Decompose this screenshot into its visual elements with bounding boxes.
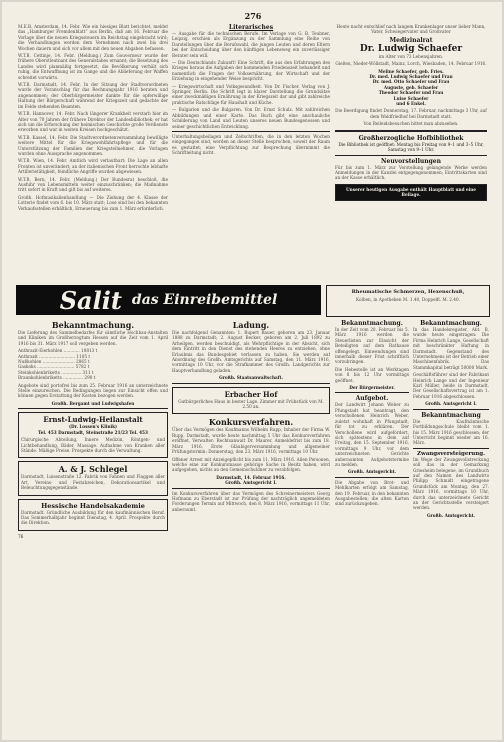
- newspaper-page: [2, 2, 502, 740]
- bankruptcy-text: Über das Vermögen des Kaufmanns Wilhelm Rupp, Inhaber der Firma W. Rupp, Darmstadt, wurde heute nachmittag 5 Uhr das Konkursverfahren eröffnet. Verwalter: Rechtsanwalt Dr. Maurer. Anmeldefrist bis zum 18. März 1916. Erste Gläubigerversammlung und allgemeiner Prüfungstermin: Donnerstag, den 23. März 1916, vormittags 10 Uhr.: [172, 427, 330, 455]
- ad-box: [335, 184, 487, 201]
- lower-rightmid-column: [335, 320, 409, 730]
- deceased-name: Dr. Ludwig Schaefer: [359, 43, 463, 54]
- ad-text: (Dr. Lossen's Klinik) Tel. 453 Darmstadt, Steinstraße 21/23 Tel. 453: [38, 424, 148, 435]
- ad-heading: Ernst-Ludwig-Heilanstalt: [43, 415, 143, 425]
- announcement-heading: Bekanntmachung.: [51, 320, 135, 330]
- literature-item: — Bulgarien und die Bulgaren. Von Dr. Ernst Schulz. Mit zahlreichen Abbildungen und einer Karte. Das Buch gibt eine anschauliche Schilderung von Land und Leuten unseres neuen Bundesgenossen und seiner geschichtlichen Entwicklung.: [172, 107, 330, 129]
- news-item: W.T.B. Hannover, 14. Febr. Nach längerer Krankheit verstarb hier im Alter von 70 Jahren der frühere Direktor der Landesbibliothek; er hat sich um die Erforschung der heimischen Geschichte große Verdienste erworben und war in weiten Kreisen hochgeschätzt.: [18, 111, 168, 133]
- bankruptcy-text: Im Konkursverfahren über das Vermögen des Schreinermeisters Georg Hofmann zu Eberstadt ist zur Prüfung der nachträglich angemeldeten Forderungen Termin auf Mittwoch, den 8. März 1916, vormittags 11 Uhr, anberaumt.: [172, 490, 330, 512]
- summons-heading: Ladung.: [232, 320, 270, 330]
- notice-text: Für bis zum 1. März zur Vorstellung gelangende Werke werden Anmeldungen in der Kanzlei entgegengenommen; Eintrittskarten sind an der Kasse erhältlich.: [335, 164, 487, 181]
- right-notice-column: [335, 24, 487, 282]
- salit-banner: [16, 285, 321, 315]
- literature-item: — Kriegswirtschaft und Volksgesundheit. Von Dr. Fischer. Verlag von J. Springer, Berlin. Die Schrift legt in klarer Darstellung die Grundsätze einer zweckmäßigen Ernährung in der Kriegszeit dar und gibt zahlreiche praktische Ratschläge für Haushalt und Küche.: [172, 83, 330, 105]
- auction-heading: Zwangsversteigerung.: [416, 450, 486, 457]
- bankruptcy-heading: Konkursverfahren.: [208, 417, 294, 428]
- lower-left-column: [18, 320, 168, 730]
- summons-text: Großh. Staatsanwaltschaft.: [219, 375, 283, 381]
- notice-text: im Alter von 73 Lebensjahren.: [378, 53, 444, 59]
- auction-text: Großh. Amtsgericht.: [426, 512, 476, 518]
- notice-text: Unserer heutigen Ausgabe enthält Hauptblatt und eine Beilage.: [346, 186, 476, 198]
- theater-heading: Großherzogliche Hofbibliothek: [358, 134, 464, 142]
- announcement-text: Großh. Amtsgericht I.: [425, 401, 477, 407]
- news-item: W.T.B. Bern, 14. Febr. (Meldung.) Der Bundesrat beschloß, die Ausfuhr von Lebensmitteln weiter einzuschränken; die Maßnahme tritt sofort in Kraft und gilt bis auf weiteres.: [18, 176, 168, 193]
- announcement-text: In der Zeit vom 20. Februar bis 5. März 1916 werden die Steuerlisten zur Einsicht der Beteiligten auf dem Rathause offengelegt. Einwendungen sind innerhalb dieser Frist schriftlich vorzubringen.: [335, 327, 409, 365]
- announcement-heading: Bekanntmachung: [421, 411, 481, 419]
- announcement-text: Der Bürgermeister.: [349, 385, 395, 391]
- notice-text: Die Bibliothek ist geöffnet: Montag bis Freitag von 9–1 und 3–5 Uhr, Samstag von 9–1 Uhr.: [338, 141, 484, 153]
- notice-text: Die Beerdigung findet Donnerstag, 17. Februar, nachmittags 3 Uhr, auf dem Waldfriedhof bei Darmstadt statt.: [335, 108, 487, 119]
- ad-heading: A. & J. Schlegel: [58, 464, 128, 475]
- announcement-text: Anthrazit-Eierkohlen ............ 10813 t Anthrazit ........................... 1105 t Nußkohlen ........................ 2865 t Gaskoks ............................ 5782 t Steinkohlenbriketts ............... 311 t Braunkohlenbriketts ............... 290 t: [18, 348, 98, 381]
- announcement-text: Die Abgabe von Brot- und Mehlkarten erfolgt am Samstag, den 19. Februar, in den bekannten Ausgabestellen; die alten Karten sind zurückzugeben.: [335, 479, 409, 507]
- notice-text: Gießen, Nieder-Wöllstadt, Mainz, Lorch, Wiesbaden, 14. Februar 1916.: [335, 61, 487, 67]
- announcement-text: Geschäftsführer sind der Fabrikant Heinrich Lange und der Ingenieur Karl Müller, beide in Darmstadt. Der Gesellschaftsvertrag ist am 1. Februar 1916 abgeschlossen.: [413, 372, 489, 399]
- news-column-left: [18, 24, 168, 282]
- news-item: W.T.B. Wien, 14. Febr. Amtlich wird verlautbart: Die Lage an allen Fronten ist unverändert; an der italienischen Front herrschte lebhafte Artillerietätigkeit, feindliche Angriffe wurden abgewiesen.: [18, 158, 168, 175]
- footer-number: 76: [18, 533, 24, 539]
- aufgebot-text: Großh. Amtsgericht.: [347, 469, 397, 475]
- literature-column: [172, 24, 330, 282]
- lower-middle-column: [172, 320, 330, 730]
- announcement-heading: Bekanntmachung.: [420, 320, 482, 327]
- aufgebot-text: Der Landwirt Johann Weber zu Pfungstadt hat beantragt, den verschollenen Heinrich Weber, zuletzt wohnhaft in Pfungstadt, für tot zu erklären. Der Verschollene wird aufgefordert, sich spätestens in dem auf Freitag, den 15. September 1916, vormittags 9 Uhr, vor dem unterzeichneten Gerichte anberaumten Aufgebotstermine zu melden.: [335, 402, 409, 467]
- schlegel-ad: [18, 461, 168, 495]
- announcement-text: Die Hebestelle ist an Werktagen von 8 bis 12 Uhr vormittags geöffnet.: [335, 366, 409, 383]
- summons-text: Die nachfolgend Genannten: 1. Rupert Bauer, geboren am 23. Januar 1888 zu Darmstadt; 2. August Becker, geboren am 2. Juli 1892 zu Arheilgen, werden beschuldigt, als Wehrpflichtige in der Absicht, sich dem Eintritt in den Dienst des stehenden Heeres zu entziehen, ohne Erlaubnis das Bundesgebiet verlassen zu haben. Sie werden auf Anordnung des Großh. Amtsgerichts auf Samstag, den 11. März 1916, vormittags 10 Uhr, vor die Strafkammer des Großh. Landgerichts zur Hauptverhandlung geladen.: [172, 330, 330, 373]
- ad-text: Darmstadt. Gründliche Ausbildung für den kaufmännischen Beruf. Das Sommerhalbjahr beginnt Dienstag, 4. April. Prospekte durch die Direktion.: [21, 509, 165, 526]
- literature-heading: Literarisches: [228, 24, 274, 31]
- literature-item: — Die Deutschlands Zukunft! Eine Schrift, die aus den Erfahrungen des Krieges heraus die Aufgaben der kommenden Friedenszeit behandelt und namentlich die Fragen der Volksernährung, der Wirtschaft und der Erziehung in eingehender Weise bespricht.: [172, 60, 330, 82]
- literature-item: Unterhaltungsbeilagen und Zeitschriften, die in den letzten Wochen eingegangen sind, werden an dieser Stelle besprochen, soweit der Raum es gestattet; eine Verpflichtung zur Besprechung übernimmt die Schriftleitung nicht.: [172, 133, 330, 156]
- ad-text: Rheumatische Schmerzen, Hexenschuß,: [351, 289, 465, 295]
- salit-title: Salit: [59, 285, 122, 315]
- announcement-heading: Bekanntmachung.: [341, 320, 403, 327]
- salit-subtitle: das Einreibemittel: [131, 292, 278, 308]
- bankruptcy-text: Offener Arrest mit Anzeigepflicht bis zum 11. März 1916. Allen Personen, welche eine zur Konkursmasse gehörige Sache in Besitz haben, wird aufgegeben, nichts an den Gemeinschuldner zu verabfolgen.: [172, 456, 330, 473]
- rheumatic-ad: [326, 285, 490, 317]
- heilanstalt-ad: [18, 412, 168, 458]
- erbacher-ad: [172, 387, 330, 415]
- notice-heading: Neuvorstellungen: [381, 157, 441, 165]
- news-item: W.T.B. Kassel, 14. Febr. Die Stadtverordnetenversammlung bewilligte weitere Mittel für die Kriegswohlfahrtspflege und für die Unterstützung der Familien der Kriegsteilnehmer, die Vorlagen wurden ohne Aussprache angenommen.: [18, 134, 168, 156]
- ad-text: Kolben, in Apotheken M. 1.40, Doppelfl. M. 2.40.: [356, 297, 460, 303]
- page-number: 276: [244, 11, 262, 21]
- announcement-text: Angebote sind portofrei bis zum 25. Februar 1916 an unterzeichnete Stelle einzureichen. Die Bedingungen liegen zur Einsicht offen und können gegen Erstattung der Kosten bezogen werden.: [18, 382, 168, 399]
- handelsakademie-ad: [18, 499, 168, 531]
- ad-text: Gutbürgerliches Haus in bester Lage. Zimmer mit Frühstück von M. 2.50 an.: [178, 398, 324, 410]
- ad-text: Darmstadt, Luisenstraße 12. Fabrik von Fahnen und Flaggen aller Art, Vereins- und Festabzeichen, Dekorationsartikel und Beleuchtungsgegenstände.: [21, 474, 165, 491]
- notice-text: Von Beileidsbesuchen bittet man abzusehen.: [363, 121, 459, 127]
- news-item: W.T.B. Cettinje, 14. Febr. (Meldung.) Zum Gouverneur wurde der frühere Oberstleutnant des Generalstabes ernannt; die Besetzung des Landes wird planmäßig fortgesetzt, die Bevölkerung verhält sich ruhig, die Entwaffnung ist im Gange und die Ablieferung der Waffen schreitet vorwärts.: [18, 53, 168, 80]
- notice-text: Meline Schaefer, geb. Fries. Dr. med. Ludwig Schaefer und Frau Dr. med. Otto Schaefer und Frau Auguste, geb. Schaefer Theodor Schaefer und Frau Luise Schaefer und 6 Enkel.: [369, 68, 453, 107]
- lower-right-column: [413, 320, 489, 730]
- bankruptcy-text: Darmstadt, 14. Februar 1916. Großh. Amtsgericht I.: [216, 474, 286, 486]
- announcement-text: Großh. Bergamt und Ludwigshafen: [51, 400, 135, 406]
- title-line: Medizinalrat: [389, 36, 433, 44]
- literature-item: — Ausgabe für die technischen Berufe. Im Verlage von G. B. Teubner, Leipzig, erschien als Ergänzung zu der Sammlung eine Reihe von Darstellungen über die Berufswahl, die jungen Leuten und deren Eltern bei der Entscheidung über den künftigen Lebensweg ein zuverlässiger Berater sein will.: [172, 31, 330, 58]
- announcement-text: Die Kaufmännische Fortbildungsschule bleibt vom 1. bis 15. März 1916 geschlossen; der Unterricht beginnt wieder am 16. März.: [413, 418, 489, 446]
- announcement-text: Die Lieferung des Sammelbedarfes für sämtliche Hochbau-Anstalten und Kliniken im Großherzogtum Hessen auf die Zeit vom 1. April 1916 bis 31. März 1917 soll vergeben werden.: [18, 330, 168, 346]
- notice-text: Heute nacht entschlief nach langem Krankenlager unser lieber Mann, Vater, Schwiegervater und Großvater: [336, 24, 486, 35]
- announcement-text: In das Handelsregister, Abt. B, wurde heute eingetragen: Die Firma Heinrich Lange, Gesellschaft mit beschränkter Haftung in Darmstadt. Gegenstand des Unternehmens ist der Betrieb einer Maschinenfabrik. Das Stammkapital beträgt 50000 Mark.: [413, 327, 489, 370]
- aufgebot-heading: Aufgebot.: [355, 395, 389, 403]
- ad-text: Chirurgische Abteilung, Innere Medizin, Röntgen- und Lichtbehandlung, Bäder, Massage. Aufnahme von Kranken aller Stände. Mäßige Preise. Prospekte durch die Verwaltung.: [21, 437, 165, 453]
- ad-heading: Erbacher Hof: [224, 389, 278, 399]
- news-item: W.T.B. Darmstadt, 14. Febr. In der Sitzung der Stadtverordneten wurde der Voranschlag für das Rechnungsjahr 1916 beraten und angenommen; der Oberbürgermeister dankte für die opferwillige Haltung der Bürgerschaft während der Kriegszeit und gedachte der im Felde stehenden Beamten.: [18, 82, 168, 109]
- news-item: M.E.B. Amsterdam, 14. Febr. Wie ein hiesiges Blatt berichtet, meldet das „Hamburger Fremdenblatt“ aus Berlin, daß am 16. Februar die Vorlage über die neuen Kriegssteuern im Reichstag eingebracht wird; die Verhandlungen werden dem Vernehmen nach zwei bis drei Wochen dauern und sich vor allem mit den neuen Abgaben befassen.: [18, 24, 168, 51]
- news-item: Großh. Hofmusikalienhandlung — Die Ziehung der 4. Klasse der Lotterie findet vom 6. bis 10. März statt; Lose sind bei den bekannten Verkaufsstellen erhältlich, Erneuerung bis zum 1. März erforderlich.: [18, 194, 168, 211]
- auction-text: Im Wege der Zwangsvollstreckung soll das in der Gemarkung Griesheim belegene, im Grundbuch auf den Namen des Landwirts Philipp Schmidt eingetragene Grundstück am Montag, den 27. März 1916, vormittags 10 Uhr, durch das unterzeichnete Gericht an der Gerichtsstelle versteigert werden.: [413, 456, 489, 511]
- ad-heading: Hessische Handelsakademie: [41, 501, 145, 510]
